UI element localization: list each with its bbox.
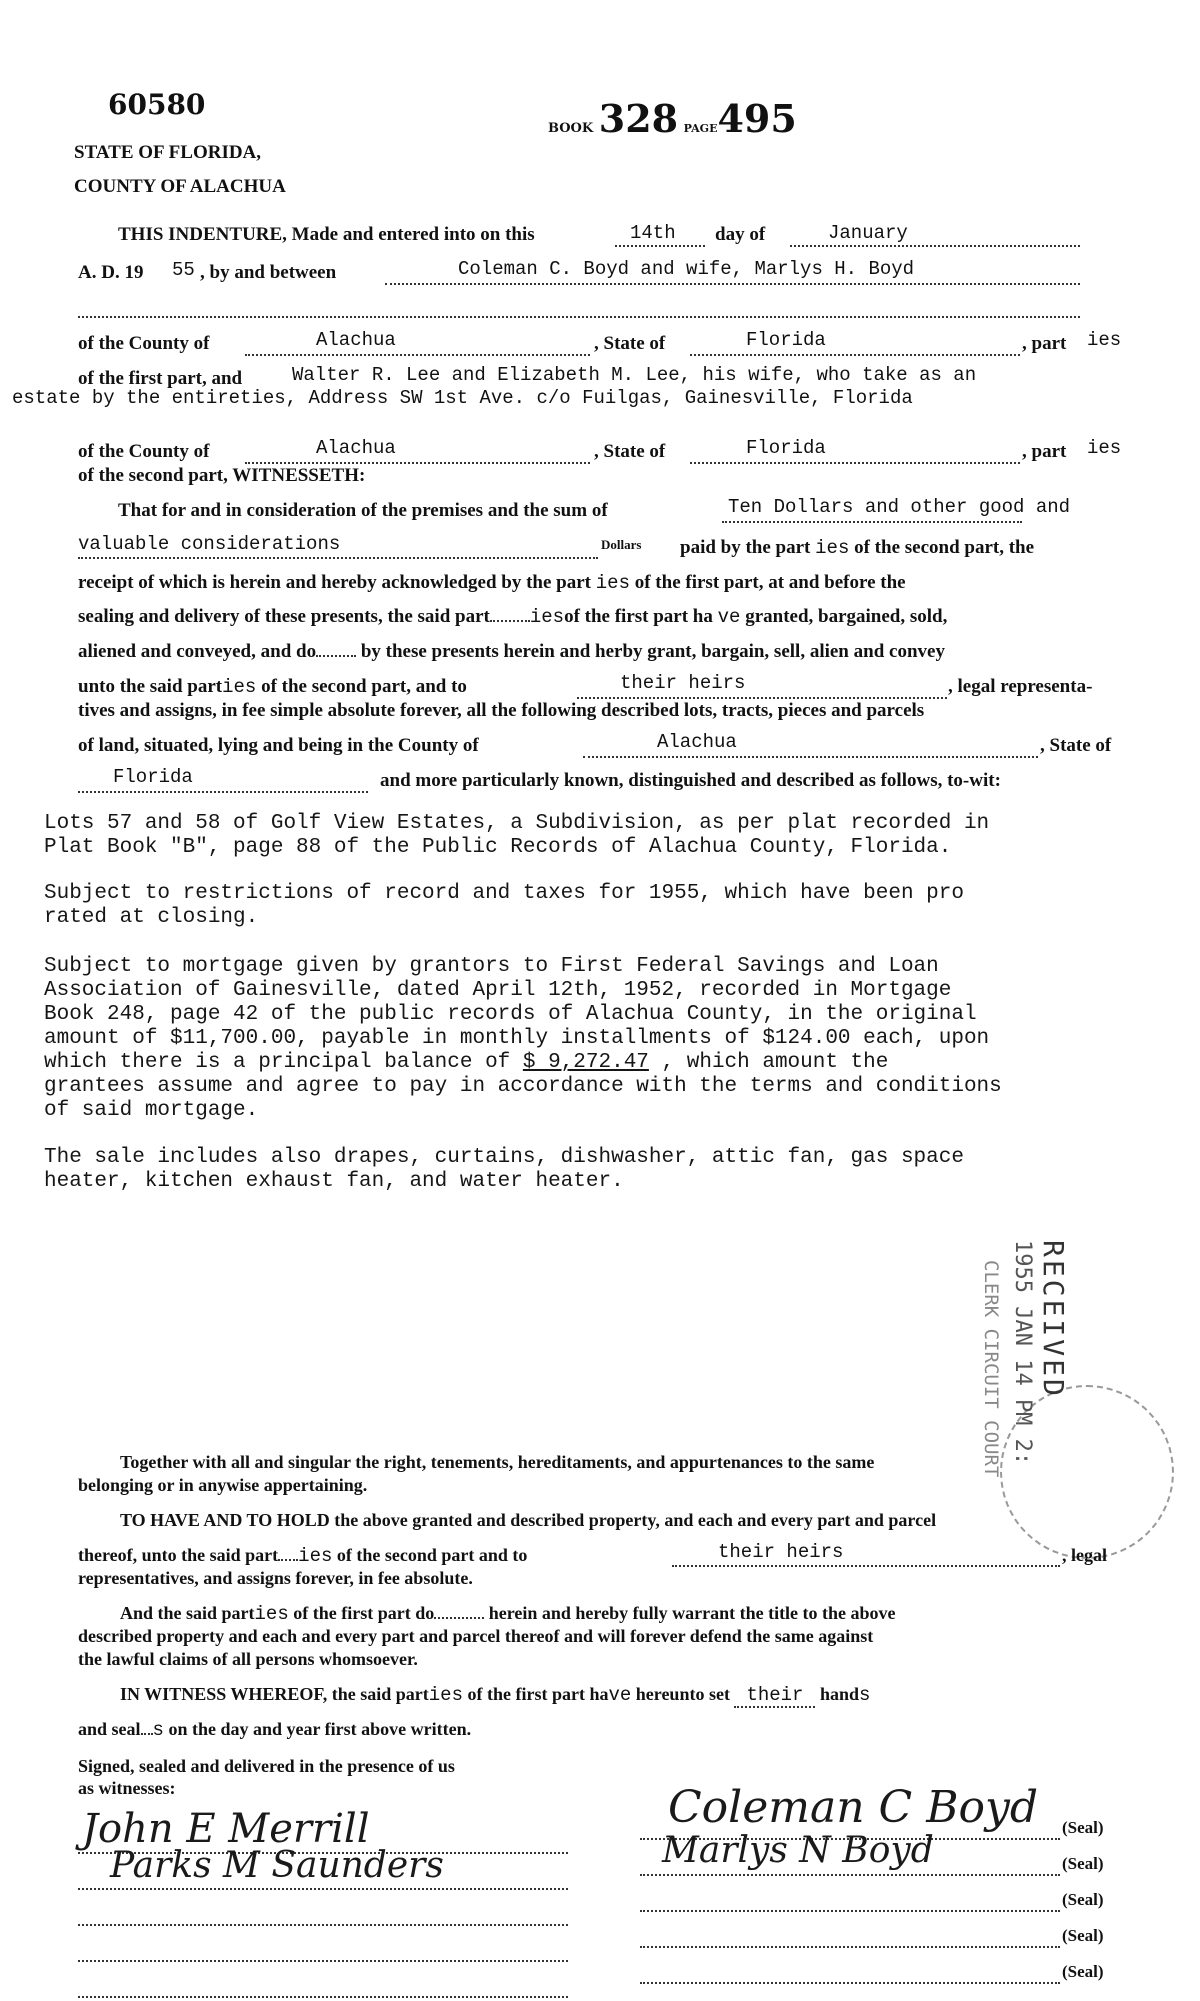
description-para-4 [44,1146,964,1194]
principal-balance: $ 9,272.47 [522,1051,649,1074]
seal-label: (Seal) [1062,1926,1104,1945]
page-number: 495 [717,96,797,141]
description-line: of said mortgage. [44,1099,259,1122]
witness-label-2: as witnesses: [78,1778,176,1798]
grantor-signature-1: Coleman C Boyd [668,1782,1039,1833]
have-hold-post: , legal [1062,1545,1107,1565]
description-line: Subject to mortgage given by grantors to First Federal Savings and Loan [44,955,939,978]
sealing-pre: sealing and delivery of these presents, the said part [78,606,490,627]
whereof-suffix: ies [428,1684,463,1706]
whereof-mid2: hereunto set [635,1684,730,1704]
description-line: Lots 57 and 58 of Golf View Estates, a Subdivision, as per plat recorded in [44,812,990,835]
by-and-between: , by and between [200,262,337,283]
have-hold-l1: TO HAVE AND TO HOLD the above granted and described property, and each and every part and parcel [120,1510,937,1530]
warranty-post: of the first part do [293,1603,435,1623]
seal-label: (Seal) [1062,1818,1104,1837]
description-line: Association of Gainesville, dated April 12th, 1952, recorded in Mortgage [44,979,952,1002]
whereof-mid: of the first part ha [467,1684,609,1704]
sealing-suffix: ies [529,606,565,628]
book-prefix: BOOK [548,121,594,136]
paid-by-label [680,537,1034,559]
have-hold-l2 [78,1545,527,1567]
description-para-2 [44,882,964,930]
sealing-line [78,606,947,628]
grantees-line-1: Walter R. Lee and Elizabeth M. Lee, his wife, who take as an [292,364,977,386]
book-page-stamp [548,96,797,141]
second-part-witnesseth: of the second part, WITNESSETH: [78,465,366,486]
whereof-hand-s: s [859,1684,871,1706]
description-line: rated at closing. [44,906,259,929]
grantors-names: Coleman C. Boyd and wife, Marlys H. Boyd [458,258,915,280]
whereof-their: their [734,1684,815,1708]
whereof-pre: IN WITNESS WHEREOF, the said part [120,1684,429,1704]
description-para-3 [44,955,1002,1123]
description-para-1 [44,812,989,860]
sum-line-1: Ten Dollars and other good and [728,496,1071,518]
description-line: Subject to restrictions of record and taxes for 1955, which have been pro [44,882,964,905]
heirs-1: their heirs [620,672,746,694]
state-value-1: Florida [746,329,826,351]
description-line: Book 248, page 42 of the public records of Alachua County, in the original [44,1003,977,1026]
county-value-3: Alachua [657,731,737,753]
balance-pre: which there is a principal balance of [44,1051,511,1074]
state-of-label-2: , State of [594,441,666,462]
aliened-post: by these presents herein and herby grant, bargain, sell, alien and convey [360,641,945,662]
page-prefix: PAGE [683,122,718,135]
sum-line-2: valuable considerations [78,533,341,555]
balance-post: , which amount the [661,1051,889,1074]
unto-line [78,676,467,698]
seal-label: (Seal) [1062,1890,1104,1909]
unto-post: , legal representa- [948,676,1093,697]
receipt-pre: receipt of which is herein and hereby acknowledged by the part [78,572,592,593]
indenture-text: THIS INDENTURE, Made and entered into on this [118,224,535,245]
receipt-suffix: ies [595,572,630,594]
description-line: heater, kitchen exhaust fan, and water heater. [44,1170,624,1193]
seal-post: on the day and year first above written. [168,1719,472,1739]
sealing-post: granted, bargained, sold, [745,606,948,627]
have-hold-mid: of the second part and to [336,1545,528,1565]
witness-whereof-l1 [120,1684,870,1706]
county-value-1: Alachua [316,329,396,351]
appurtenances-l1: Together with all and singular the right, tenements, hereditaments, and appurtenances to the same [120,1452,875,1472]
stamp-received: RECEIVED [1037,1240,1070,1399]
of-county-label-1: of the County of [78,333,210,354]
state-value-3: Florida [113,766,193,788]
warranty-l1 [120,1603,896,1625]
unto-mid: of the second part, and to [261,676,467,697]
unto-suffix: ies [222,676,257,698]
month-value: January [828,222,908,244]
paid-by-post: of the second part, the [854,537,1035,558]
grantees-line-2: estate by the entireties, Address SW 1st Ave. c/o Fuilgas, Gainesville, Florida [12,387,913,409]
receipt-post: of the first part, at and before the [634,572,906,593]
witness-signature-2: Parks M Saunders [110,1845,444,1886]
have-hold-pre: thereof, unto the said part [78,1545,279,1565]
aliened-pre: aliened and conveyed, and do [78,641,317,662]
seal-label: (Seal) [1062,1854,1104,1873]
have-hold-suffix: ies [298,1545,333,1567]
warranty-l3: the lawful claims of all persons whomsoever. [78,1649,418,1669]
part-label-1: , part [1022,333,1067,354]
part-suffix-2: ies [1087,437,1122,459]
heirs-2: their heirs [718,1541,844,1563]
book-number: 328 [598,96,679,141]
warranty-suffix: ies [254,1603,289,1625]
grantor-signature-2: Marlys N Boyd [662,1830,934,1871]
to-wit-line: and more particularly known, distinguished and described as follows, to-wit: [380,770,1001,791]
dollars-label: Dollars [601,537,642,552]
description-line: The sale includes also drapes, curtains, dishwasher, attic fan, gas space [44,1146,964,1169]
tives-line: tives and assigns, in fee simple absolute forever, all the following described lots, tracts, pieces and parcels [78,700,925,721]
seal-pre: and seal [78,1719,141,1739]
seal-s: s [152,1719,164,1741]
first-part-and: of the first part, and [78,368,243,389]
paid-by-suffix: ies [815,537,850,559]
have-hold-l3: representatives, and assigns forever, in fee absolute. [78,1568,473,1588]
description-line: amount of $11,700.00, payable in monthly installments of $124.00 each, upon [44,1027,990,1050]
year-value: 55 [172,259,195,281]
appurtenances-l2: belonging or in anywise appertaining. [78,1475,368,1495]
description-line: grantees assume and agree to pay in accordance with the terms and conditions [44,1075,1002,1098]
state-of-label-1: , State of [594,333,666,354]
aliened-line [78,641,945,663]
seal-label: (Seal) [1062,1962,1104,1981]
land-line: of land, situated, lying and being in the County of [78,735,479,756]
unto-pre: unto the said part [78,676,223,697]
sealing-ve: ve [717,606,741,628]
sealing-mid: of the first part ha [564,606,713,627]
land-state-label: , State of [1040,735,1112,756]
ad-prefix: A. D. 19 [78,262,144,283]
warranty-pre: And the said part [120,1603,255,1623]
whereof-hand: hand [819,1684,860,1704]
state-heading: STATE OF FLORIDA, [74,142,262,163]
of-county-label-2: of the County of [78,441,210,462]
description-line [44,1051,1002,1075]
day-of-label: day of [715,224,766,245]
warranty-end: herein and hereby fully warrant the title to the above [488,1603,896,1623]
county-heading: COUNTY OF ALACHUA [74,176,286,197]
county-value-2: Alachua [316,437,396,459]
description-line: Plat Book "B", page 88 of the Public Records of Alachua County, Florida. [44,836,952,859]
stamp-clerk: CLERK CIRCUIT COURT [980,1260,1002,1478]
document-number: 60580 [108,88,206,121]
warranty-l2: described property and each and every part and parcel thereof and will forever defend the same against [78,1626,874,1646]
state-value-2: Florida [746,437,826,459]
witness-signature-1: John E Merrill [82,1806,370,1852]
consideration-intro: That for and in consideration of the premises and the sum of [118,500,608,521]
receipt-line [78,572,906,594]
part-suffix-1: ies [1087,329,1122,351]
part-label-2: , part [1022,441,1067,462]
stamp-date: 1955 JAN 14 PM 2: [1010,1240,1035,1466]
witness-label-1: Signed, sealed and delivered in the presence of us [78,1756,455,1776]
witness-whereof-l2 [78,1719,471,1741]
day-value: 14th [630,222,676,244]
whereof-ve: ve [608,1684,632,1706]
paid-by-text: paid by the part [680,537,811,558]
